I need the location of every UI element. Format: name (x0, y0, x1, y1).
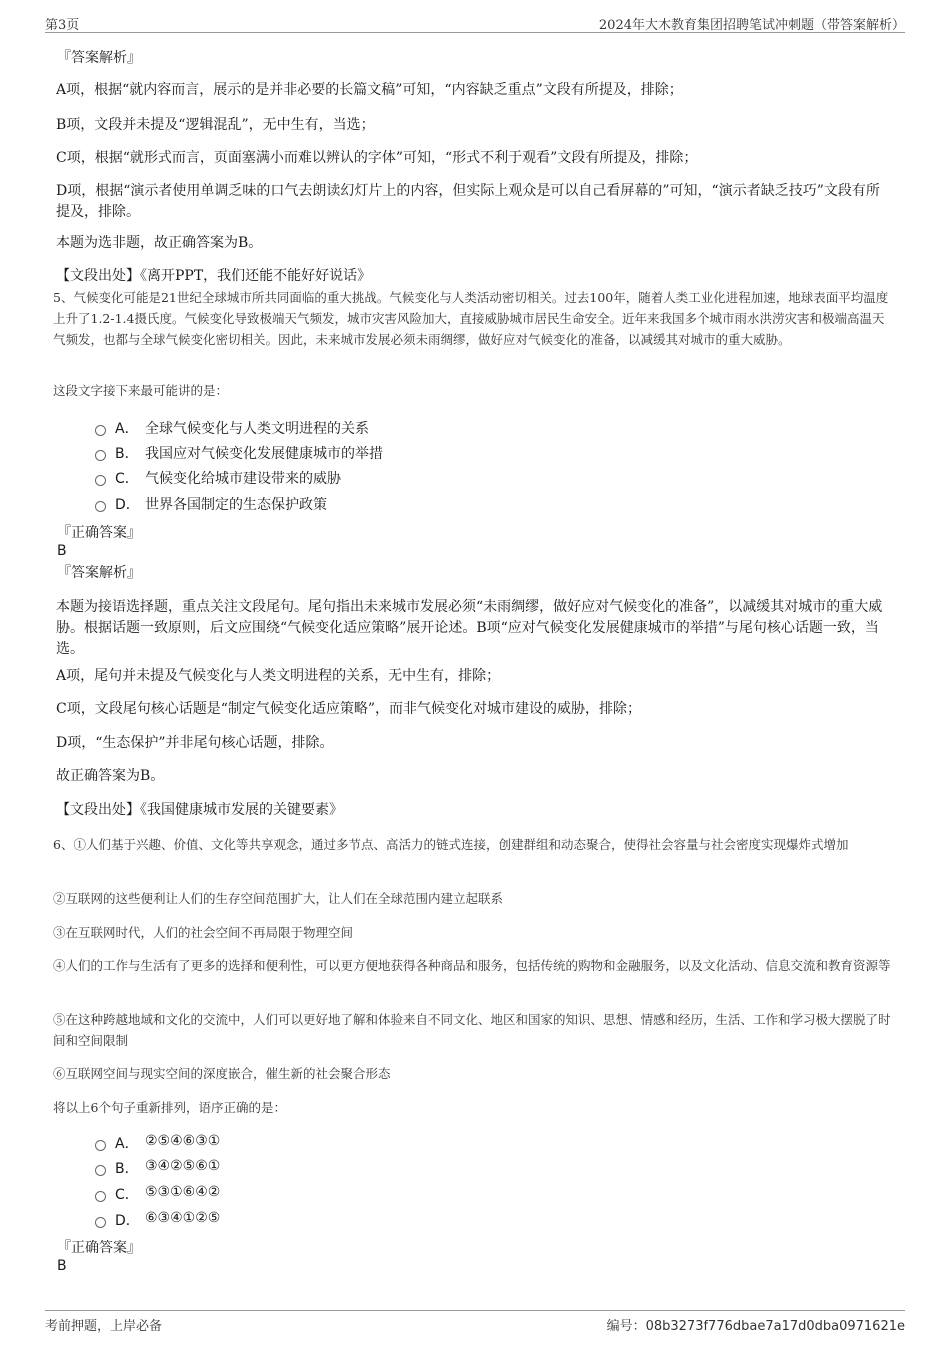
footer-slogan: 考前押题，上岸必备 (45, 1319, 163, 1334)
q4-analysis-para: D项，根据“演示者使用单调乏味的口气去朗读幻灯片上的内容，但实际上观众是可以自己看屏幕的”可知，“演示者缺乏技巧”文段有所提及，排除。 (56, 183, 880, 220)
q5-analysis-para: A项，尾句并未提及气候变化与人类文明进程的关系，无中生有，排除； (56, 668, 501, 684)
q6-sentence: ③在互联网时代，人们的社会空间不再局限于物理空间 (53, 925, 354, 940)
q6-sentence: ⑥互联网空间与现实空间的深度嵌合，催生新的社会聚合形态 (53, 1066, 391, 1081)
radio-icon[interactable] (95, 475, 106, 486)
q4-conclusion: 本题为选非题，故正确答案为B。 (56, 235, 263, 251)
q5-correct-label: 『正确答案』 (57, 525, 141, 541)
q6-sentence: ④人们的工作与生活有了更多的选择和便利性，可以更方便地获得各种商品和服务，包括传统的购物和金融服务，以及文化活动、信息交流和教育资源等 (53, 958, 891, 973)
page-number: 第3页 (45, 18, 80, 33)
q5-source: 【文段出处】《我国健康城市发展的关键要素》 (56, 802, 343, 818)
q6-sentence: ⑤在这种跨越地域和文化的交流中，人们可以更好地了解和体验来自不同文化、地区和国家的知识、思想、情感和经历，生活、工作和学习极大摆脱了时间和空间限制 (53, 1012, 891, 1048)
q4-analysis-label: 『答案解析』 (57, 50, 141, 66)
page-footer (45, 1310, 905, 1335)
radio-icon[interactable] (95, 450, 106, 461)
radio-icon[interactable] (95, 1140, 106, 1151)
q6-question: 将以上6个句子重新排列，语序正确的是： (53, 1100, 286, 1115)
q5-stem: 5、气候变化可能是21世纪全球城市所共同面临的重大挑战。气候变化与人类活动密切相关。过去100年，随着人类工业化进程加速，地球表面平均温度上升了1.2-1.4摄氏度。气候变化导致极端天气频发，城市灾害风险加大，直接威胁城市居民生命安全。近年来我国多个城市雨水洪涝灾害和极端高温天气频发，也都与全球气候变化密切相关。因此，未来城市发展必须未雨绸缪，做好应对气候变化的准备，以减缓其对城市的重大威胁。 (53, 290, 889, 347)
q5-analysis-para: D项，“生态保护”并非尾句核心话题，排除。 (56, 735, 334, 751)
q5-question: 这段文字接下来最可能讲的是： (53, 383, 229, 398)
q4-analysis-para: A项，根据“就内容而言，展示的是并非必要的长篇文稿”可知，“内容缺乏重点”文段有所提及，排除； (56, 82, 683, 98)
q6-sentence: 6、①人们基于兴趣、价值、文化等共享观念，通过多节点、高活力的链式连接，创建群组和动态聚合，使得社会容量与社会密度实现爆炸式增加 (53, 837, 849, 852)
q6-sentence: ②互联网的这些便利让人们的生存空间范围扩大，让人们在全球范围内建立起联系 (53, 891, 504, 906)
q5-analysis-label: 『答案解析』 (57, 565, 141, 581)
q5-analysis-para: 本题为接语选择题，重点关注文段尾句。尾句指出未来城市发展必须“未雨绸缪，做好应对气候变化的准备”，以减缓其对城市的重大威胁。根据话题一致原则，后文应围绕“气候变化适应策略”展开论述。B项“应对气候变化发展健康城市的举措”与尾句核心话题一致，当选。 (56, 599, 883, 657)
radio-icon[interactable] (95, 501, 106, 512)
q6-answer: B (57, 1258, 67, 1274)
q4-source: 【文段出处】《离开PPT，我们还能不能好好说话》 (56, 268, 372, 284)
page-header (45, 12, 905, 33)
q5-conclusion: 故正确答案为B。 (56, 768, 165, 784)
document-code: 编号：08b3273f776dbae7a17d0dba0971621e (606, 1319, 905, 1334)
q4-analysis-para: C项，根据“就形式而言，页面塞满小而难以辨认的字体”可知，“形式不利于观看”文段有所提及，排除； (56, 150, 698, 166)
q5-answer: B (57, 543, 67, 559)
radio-icon[interactable] (95, 1217, 106, 1228)
document-title: 2024年大木教育集团招聘笔试冲刺题（带答案解析） (598, 18, 905, 33)
radio-icon[interactable] (95, 1165, 106, 1176)
radio-icon[interactable] (95, 1191, 106, 1202)
radio-icon[interactable] (95, 425, 106, 436)
q4-analysis-para: B项，文段并未提及“逻辑混乱”，无中生有，当选； (56, 117, 375, 133)
q6-correct-label: 『正确答案』 (57, 1240, 141, 1256)
q5-analysis-para: C项，文段尾句核心话题是“制定气候变化适应策略”，而非气候变化对城市建设的威胁，排除； (56, 701, 642, 717)
